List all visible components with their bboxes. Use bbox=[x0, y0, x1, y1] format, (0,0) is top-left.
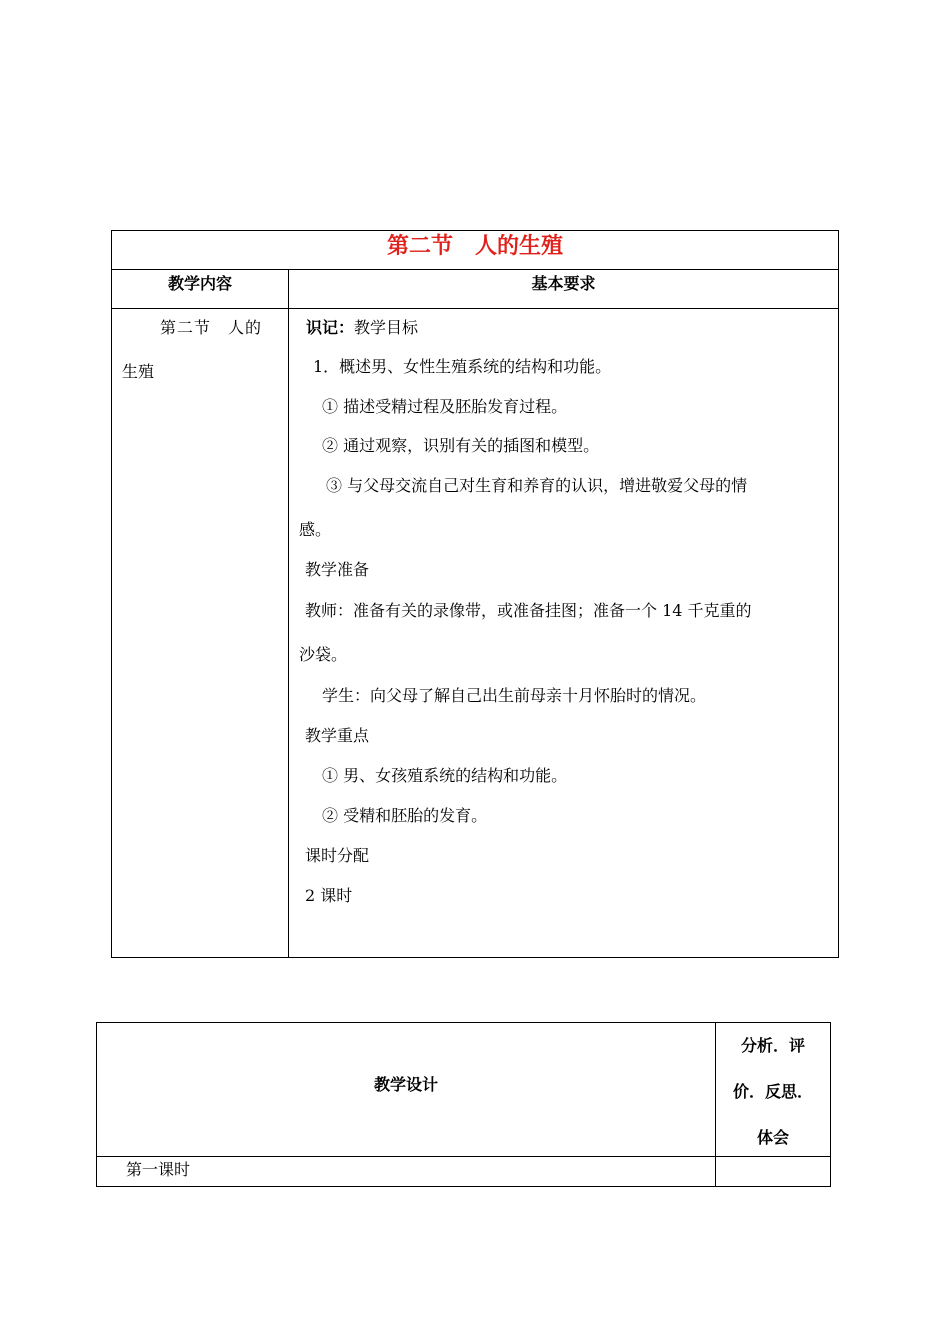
goal-item-4: ③ 与父母交流自己对生育和养育的认识，增进敬爱父母的情 bbox=[326, 476, 748, 495]
prep-student: 学生：向父母了解自己出生前母亲十月怀胎时的情况。 bbox=[322, 686, 707, 705]
lesson-title: 第二节 人的生殖 bbox=[112, 231, 838, 270]
teaching-content-cell bbox=[112, 309, 289, 957]
header-teaching-content: 教学内容 bbox=[112, 269, 289, 309]
first-period-cell: 第一课时 bbox=[97, 1157, 716, 1186]
prep-teacher: 教师：准备有关的录像带，或准备挂图；准备一个 14 千克重的 bbox=[305, 601, 752, 620]
content-line-2: 生殖 bbox=[122, 362, 155, 381]
analysis-line-3: 体会 bbox=[756, 1128, 789, 1147]
key-point-1: ① 男、女孩殖系统的结构和功能。 bbox=[322, 766, 568, 785]
lesson-design-table bbox=[96, 1022, 831, 1187]
goal-item-2: ① 描述受精过程及胚胎发育过程。 bbox=[322, 397, 568, 416]
header-basic-requirements: 基本要求 bbox=[289, 269, 838, 309]
lesson-requirements-table bbox=[111, 230, 839, 958]
analysis-line-2: 价．反思． bbox=[732, 1082, 813, 1101]
content-line-1: 第二节 人的 bbox=[160, 318, 263, 337]
first-period-notes-cell bbox=[716, 1157, 830, 1186]
analysis-header bbox=[716, 1023, 830, 1157]
prep-heading: 教学准备 bbox=[305, 560, 370, 579]
goal-item-1: 1．概述男、女性生殖系统的结构和功能。 bbox=[313, 357, 612, 376]
requirements-cell bbox=[289, 309, 838, 957]
key-point-2: ② 受精和胚胎的发育。 bbox=[322, 806, 488, 825]
period-value: 2 课时 bbox=[305, 886, 353, 905]
teaching-design-header: 教学设计 bbox=[97, 1023, 716, 1157]
prep-teacher-cont: 沙袋。 bbox=[299, 645, 348, 664]
goal-item-3: ② 通过观察，识别有关的插图和模型。 bbox=[322, 436, 600, 455]
goal-item-4-cont: 感。 bbox=[299, 520, 332, 539]
goal-title: 教学目标 bbox=[354, 318, 419, 337]
period-heading: 课时分配 bbox=[305, 846, 370, 865]
goal-label: 识记： bbox=[306, 318, 355, 337]
goals-heading bbox=[306, 315, 418, 338]
analysis-line-1: 分析．评 bbox=[740, 1036, 805, 1055]
key-points-heading: 教学重点 bbox=[305, 726, 370, 745]
